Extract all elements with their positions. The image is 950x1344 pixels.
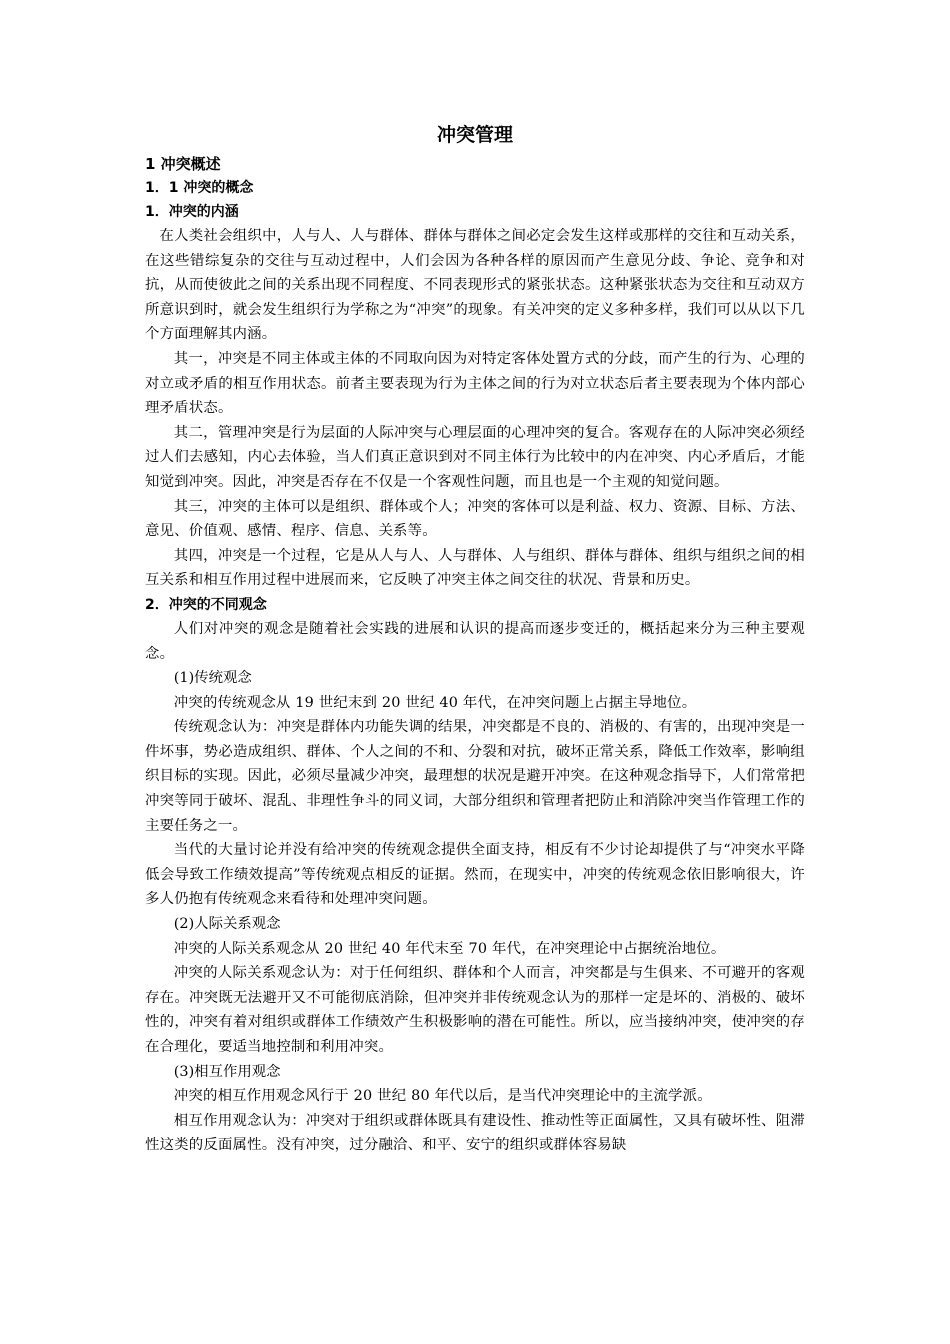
subheading-conflict-views: 2．冲突的不同观念 [145,596,267,613]
paragraph: 在人类社会组织中，人与人、人与群体、群体与群体之间必定会发生这样或那样的交往和互动关系，在这些错综复杂的交往与互动过程中，人们会因为各种各样的原因而产生意见分歧、争论、竞争和对抗，从而使彼此之间的关系出现不同程度、不同表现形式的紧张状态。这种紧张状态为交往和互动双方所意识到时，就会发生组织行为学称之为“冲突”的现象。有关冲突的定义多种多样，我们可以从以下几个方面理解其内涵。 [145,228,805,343]
paragraph: 其二，管理冲突是行为层面的人际冲突与心理层面的心理冲突的复合。客观存在的人际冲突必须经过人们去感知，内心去体验，当人们真正意识到对不同主体行为比较中的内在冲突、内心矛盾后，才能知觉到冲突。因此，冲突是否存在不仅是一个客观性问题，而且也是一个主观的知觉问题。 [145,424,805,490]
paragraph: 冲突的传统观念从 19 世纪末到 20 世纪 40 年代，在冲突问题上占据主导地位。 [173,694,697,711]
paragraph: 冲突的人际关系观念认为：对于任何组织、群体和个人而言，冲突都是与生俱来、不可避开的客观存在。冲突既无法避开又不可能彻底消除，但冲突并非传统观念认为的那样一定是坏的、消极的、破坏性的，冲突有着对组织或群体工作绩效产生积极影响的潜在可能性。所以，应当接纳冲突，使冲突的存在合理化，要适当地控制和利用冲突。 [145,965,805,1055]
paragraph: 冲突的人际关系观念从 20 世纪 40 年代末至 70 年代，在冲突理论中占据统治地位。 [173,940,726,957]
paragraph: 传统观念认为：冲突是群体内功能失调的结果，冲突都是不良的、消极的、有害的，出现冲突是一件坏事，势必造成组织、群体、个人之间的不和、分裂和对抗，破坏正常关系，降低工作效率，影响组织目标的实现。因此，必须尽量减少冲突，最理想的状况是避开冲突。在这种观念指导下，人们常常把冲突等同于破坏、混乱、非理性争斗的同义词，大部分组织和管理者把防止和消除冲突当作管理工作的主要任务之一。 [145,719,805,834]
section-heading-1: 1 冲突概述 [145,155,221,173]
paragraph: 当代的大量讨论并没有给冲突的传统观念提供全面支持，相反有不少讨论却提供了与“冲突水平降低会导致工作绩效提高”等传统观点相反的证据。然而，在现实中，冲突的传统观念依旧影响很大，许多人仍抱有传统观念来看待和处理冲突问题。 [145,842,805,908]
section-heading-1-1: 1．1 冲突的概念 [145,180,254,196]
document-title: 冲突管理 [436,124,513,146]
subheading-human-relations-view: (2)人际关系观念 [173,916,281,933]
paragraph: 其三，冲突的主体可以是组织、群体或个人；冲突的客体可以是利益、权力、资源、目标、方法、意见、价值观、感情、程序、信息、关系等。 [145,498,805,540]
paragraph: 人们对冲突的观念是随着社会实践的进展和认识的提高而逐步变迁的，概括起来分为三种主要观念。 [145,620,805,662]
subheading-conflict-connotation: 1．冲突的内涵 [145,204,239,220]
paragraph: 相互作用观念认为：冲突对于组织或群体既具有建设性、推动性等正面属性，又具有破坏性、阻滞性这类的反面属性。没有冲突，过分融洽、和平、安宁的组织或群体容易缺 [145,1112,805,1154]
paragraph: 其一，冲突是不同主体或主体的不同取向因为对特定客体处置方式的分歧，而产生的行为、心理的对立或矛盾的相互作用状态。前者主要表现为行为主体之间的行为对立状态后者主要表现为个体内部心理矛盾状态。 [145,350,805,417]
subheading-traditional-view: (1)传统观念 [173,670,252,687]
subheading-interactionist-view: (3)相互作用观念 [173,1063,281,1080]
paragraph: 其四，冲突是一个过程，它是从人与人、人与群体、人与组织、群体与群体、组织与组织之间的相互关系和相互作用过程中进展而来，它反映了冲突主体之间交往的状况、背景和历史。 [145,547,805,589]
document-page [145,120,805,1158]
paragraph: 冲突的相互作用观念风行于 20 世纪 80 年代以后，是当代冲突理论中的主流学派。 [173,1088,712,1105]
